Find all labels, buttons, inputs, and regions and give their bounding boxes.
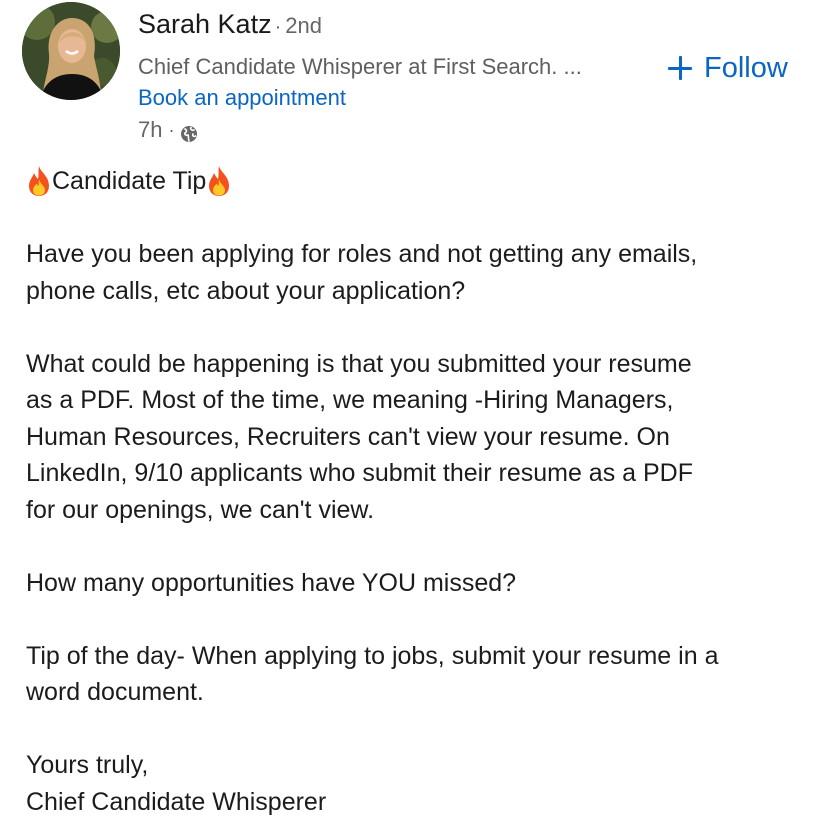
post-title-text: Candidate Tip bbox=[52, 167, 207, 195]
post-line: How many opportunities have YOU missed? bbox=[26, 568, 517, 597]
name-separator: · bbox=[274, 16, 282, 38]
author-avatar[interactable] bbox=[22, 2, 120, 100]
plus-icon bbox=[668, 56, 692, 80]
author-name-line bbox=[138, 7, 322, 44]
post-line: for our openings, we can't view. bbox=[26, 495, 375, 524]
post-title bbox=[26, 163, 816, 200]
post-time: 7h bbox=[138, 117, 163, 142]
paragraph-gap bbox=[26, 601, 816, 638]
book-appointment-link[interactable]: Book an appointment bbox=[138, 85, 346, 110]
post-paragraph bbox=[26, 638, 816, 711]
fire-icon bbox=[26, 165, 52, 197]
post-meta bbox=[138, 115, 198, 145]
post-header bbox=[0, 0, 828, 150]
author-headline: Chief Candidate Whisperer at First Search. ... bbox=[138, 54, 582, 79]
post-line: Human Resources, Recruiters can't view your resume. On bbox=[26, 422, 670, 451]
post-line: What could be happening is that you submitted your resume bbox=[26, 349, 692, 378]
paragraph-gap bbox=[26, 528, 816, 565]
post-paragraph bbox=[26, 346, 816, 529]
paragraph-gap bbox=[26, 711, 816, 748]
post-signoff bbox=[26, 747, 816, 820]
post-line: Chief Candidate Whisperer bbox=[26, 787, 327, 816]
paragraph-gap bbox=[26, 309, 816, 346]
post-line: word document. bbox=[26, 678, 204, 706]
post-line: LinkedIn, 9/10 applicants who submit their resume as a PDF bbox=[26, 459, 694, 487]
post-line: Have you been applying for roles and not getting any emails, bbox=[26, 240, 698, 268]
globe-icon bbox=[180, 121, 198, 139]
follow-button[interactable] bbox=[668, 48, 788, 88]
profile-photo-icon bbox=[22, 2, 120, 100]
post-paragraph bbox=[26, 236, 816, 309]
connection-degree: 2nd bbox=[285, 13, 322, 38]
post-line: as a PDF. Most of the time, we meaning -Hiring Managers, bbox=[26, 386, 674, 414]
meta-separator: · bbox=[168, 120, 175, 140]
post-line: phone calls, etc about your application? bbox=[26, 276, 466, 305]
fire-icon bbox=[206, 165, 232, 197]
follow-label: Follow bbox=[704, 51, 788, 84]
paragraph-gap bbox=[26, 200, 816, 237]
post-paragraph bbox=[26, 565, 816, 602]
author-name[interactable]: Sarah Katz bbox=[138, 9, 272, 39]
post-line: Tip of the day- When applying to jobs, submit your resume in a bbox=[26, 641, 719, 670]
post-line: Yours truly, bbox=[26, 751, 149, 779]
post-body bbox=[26, 163, 816, 820]
